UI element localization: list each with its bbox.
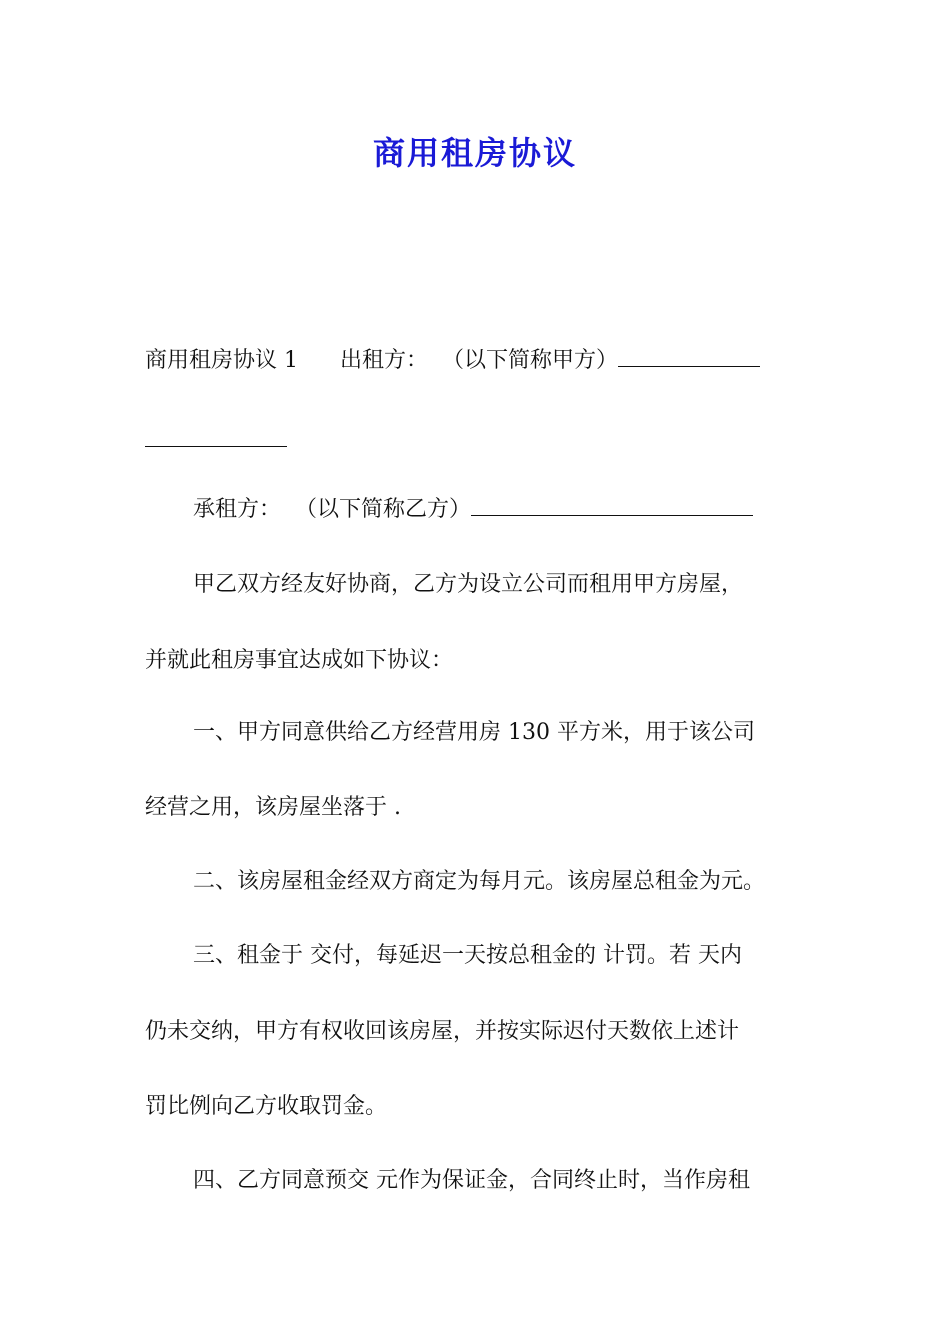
lessor-note: （以下简称甲方）	[442, 348, 619, 373]
paragraph-line: 仍未交纳，甲方有权收回该房屋，并按实际迟付天数依上述计	[145, 1019, 740, 1044]
paragraph-line: 三、租金于 交付，每延迟一天按总租金的 计罚。若 天内	[193, 943, 742, 968]
lessee-line	[193, 493, 810, 526]
paragraph-line: 甲乙双方经友好协商，乙方为设立公司而租用甲方房屋，	[193, 572, 744, 597]
paragraph-line: 经营之用，该房屋坐落于 .	[145, 795, 401, 820]
lessee-note: （以下简称乙方）	[295, 497, 472, 522]
document-title: 商用租房协议	[372, 134, 577, 172]
paragraph-line: 并就此租房事宜达成如下协议：	[145, 648, 454, 673]
heading-line	[145, 344, 810, 377]
lessor-blank-continued	[145, 424, 810, 457]
lessee-label: 承租方：	[193, 497, 282, 522]
paragraph-line: 二、该房屋租金经双方商定为每月元。该房屋总租金为元。	[193, 869, 766, 894]
paragraph-line: 四、乙方同意预交 元作为保证金，合同终止时，当作房租	[193, 1168, 750, 1193]
lessor-blank-line2	[145, 424, 287, 447]
paragraph-line: 一、甲方同意供给乙方经营用房 130 平方米，用于该公司	[193, 720, 755, 745]
lessee-blank	[471, 493, 753, 516]
paragraph-line: 罚比例向乙方收取罚金。	[145, 1094, 388, 1119]
agreement-number: 商用租房协议 1	[145, 348, 298, 373]
lessor-blank	[618, 344, 760, 367]
lessor-label: 出租方：	[340, 348, 429, 373]
